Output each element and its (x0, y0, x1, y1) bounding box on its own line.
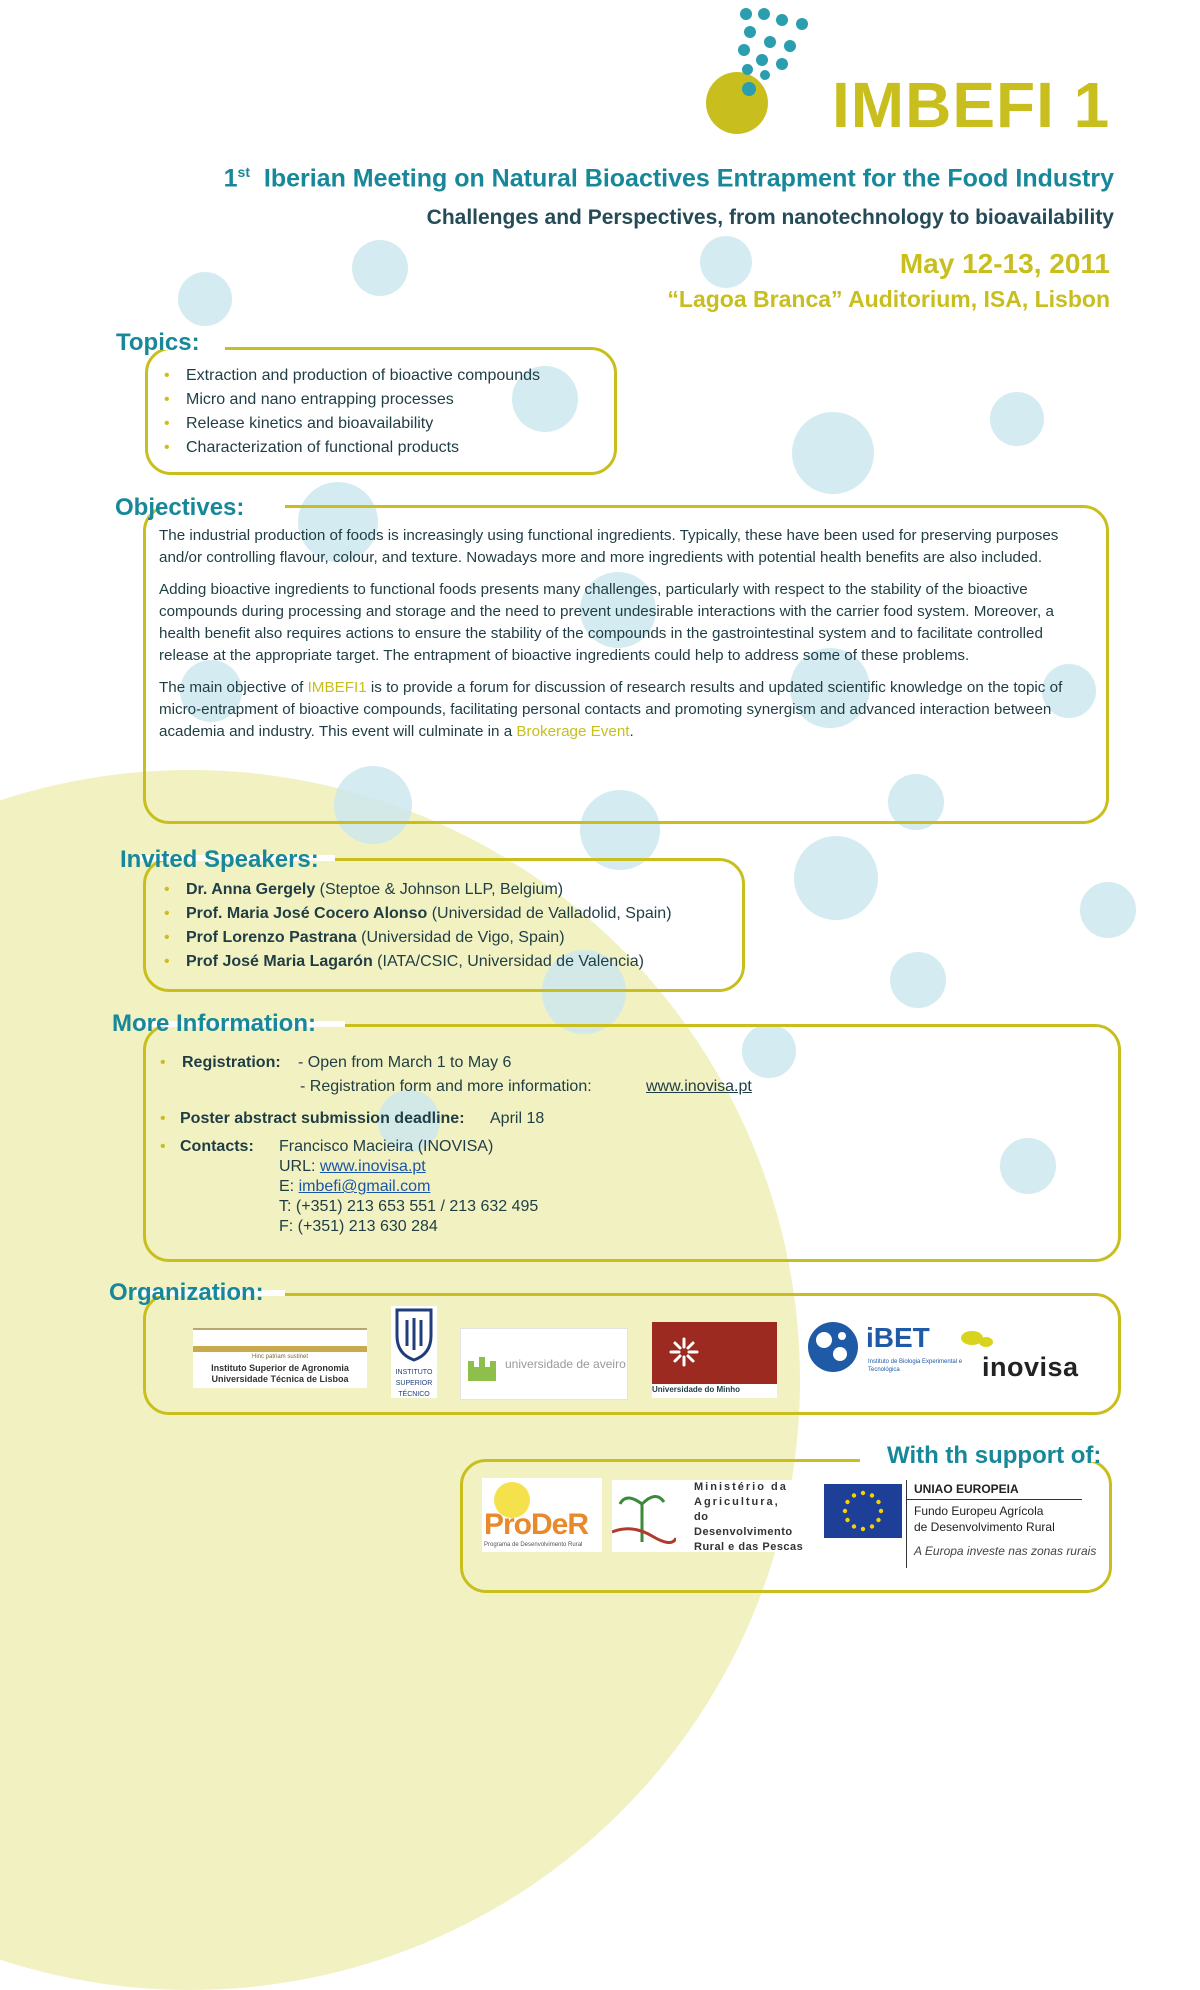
bubble (178, 272, 232, 326)
aveiro-logo: universidade de aveiro (460, 1328, 628, 1400)
registration-form-text: - Registration form and more information: (300, 1078, 592, 1095)
ministry-tree-icon (612, 1486, 676, 1546)
speakers-heading: Invited Speakers: (120, 846, 319, 873)
bubble (1080, 882, 1136, 938)
contact-url-link[interactable]: www.inovisa.pt (319, 1158, 426, 1175)
poster-deadline-value: April 18 (490, 1110, 545, 1127)
contact-email-link[interactable]: imbefi@gmail.com (298, 1178, 431, 1195)
proder-logo: ProDeR Programa de Desenvolvimento Rural (482, 1478, 602, 1552)
ministry-logo: Ministério da Agricultura, do Desenvolvimento Rural e das Pescas (612, 1480, 808, 1552)
objectives-heading: Objectives: (115, 494, 245, 521)
contact-url: URL: www.inovisa.pt (279, 1158, 426, 1175)
support-heading: With th support of: (887, 1442, 1102, 1469)
registration-dates: - Open from March 1 to May 6 (298, 1054, 512, 1071)
contact-name: Francisco Macieira (INOVISA) (279, 1138, 494, 1155)
poster-deadline-label: Poster abstract submission deadline: (180, 1110, 465, 1127)
objectives-paragraph: The main objective of IMBEFI1 is to provide a forum for discussion of research results and updated scientific knowledge on the topic of micro-entrapment of bioactive compounds, facilitating personal contacts and promoting synergism and advanced interaction between academia and industry. This event will culminate in a Brokerage Event. (159, 679, 1063, 740)
objectives-text (159, 525, 1089, 753)
minho-star-icon (668, 1336, 700, 1368)
list-item: • Prof José Maria Lagarón (IATA/CSIC, Universidad de Valencia) (164, 953, 644, 970)
registration-label: Registration: (182, 1054, 281, 1071)
ist-shield-icon (391, 1306, 437, 1362)
list-item: • Dr. Anna Gergely (Steptoe & Johnson LLP, Belgium) (164, 881, 564, 898)
contact-phone: T: (+351) 213 653 551 / 213 632 495 (279, 1198, 539, 1215)
bubble (700, 236, 752, 288)
organization-heading: Organization: (109, 1279, 264, 1306)
list-item: • Prof Lorenzo Pastrana (Universidad de Vigo, Spain) (164, 929, 565, 946)
aveiro-castle-icon (465, 1349, 499, 1383)
objectives-paragraph: Adding bioactive ingredients to functional foods presents many challenges, particularly with respect to the stability of the bioactive compounds during processing and storage and the need to prevent undesirable interactions with the carrier food system. Moreover, a health benefit also requires actions to ensure the stability of the compounds in the gastrointestinal system and to facilitate controlled release at the appropriate target. The entrapment of bioactive ingredients could help to address some of these problems. (159, 581, 1054, 664)
event-subtitle: 1st Iberian Meeting on Natural Bioactives Entrapment for the Food Industry (223, 164, 1114, 193)
eu-logo: UNIAO EUROPEIA Fundo Europeu Agrícola de Desenvolvimento Rural A Europa investe nas zonas rurais (822, 1480, 1086, 1570)
bubble (352, 240, 408, 296)
objectives-paragraph: The industrial production of foods is increasingly using functional ingredients. Typically, these have been used for preserving purposes and/or controlling flavour, colour, and texture. Nowadays more and more ingredients with potential health benefits are also included. (159, 527, 1059, 566)
topics-list (164, 364, 540, 460)
bubble (890, 952, 946, 1008)
bubble (990, 392, 1044, 446)
registration-link[interactable]: www.inovisa.pt (646, 1078, 752, 1095)
ibet-logo: iBET Instituto de Biologia Experimental e Tecnológica (806, 1316, 966, 1388)
list-item: • Micro and nano entrapping processes (164, 391, 454, 408)
inovisa-leaf-icon (960, 1328, 994, 1352)
contacts-label: Contacts: (180, 1138, 254, 1155)
event-date: May 12-13, 2011 (899, 248, 1110, 279)
list-item: • Extraction and production of bioactive compounds (164, 367, 540, 384)
bubble (792, 412, 874, 494)
list-item: • Release kinetics and bioavailability (164, 415, 434, 432)
eu-flag-icon (824, 1484, 902, 1538)
ibet-globe-icon (806, 1320, 860, 1374)
event-tagline: Challenges and Perspectives, from nanotechnology to bioavailability (426, 206, 1114, 229)
isa-logo: Hinc patriam sustinet Instituto Superior de Agronomia Universidade Técnica de Lisboa (193, 1328, 367, 1388)
list-item: • Characterization of functional products (164, 439, 460, 456)
minho-logo: Universidade do Minho (652, 1322, 777, 1398)
speakers-list (164, 878, 672, 974)
topics-heading: Topics: (116, 329, 200, 356)
info-heading: More Information: (112, 1010, 316, 1037)
event-title: IMBEFI 1 (832, 69, 1111, 141)
list-item: • Prof. Maria José Cocero Alonso (Universidad de Valladolid, Spain) (164, 905, 672, 922)
event-venue: “Lagoa Branca” Auditorium, ISA, Lisbon (667, 286, 1110, 312)
ist-logo: INSTITUTO SUPERIOR TÉCNICO (391, 1306, 437, 1398)
contact-email: E: imbefi@gmail.com (279, 1178, 431, 1195)
inovisa-logo: inovisa (956, 1328, 1102, 1390)
contact-fax: F: (+351) 213 630 284 (279, 1218, 438, 1235)
bubble (794, 836, 878, 920)
